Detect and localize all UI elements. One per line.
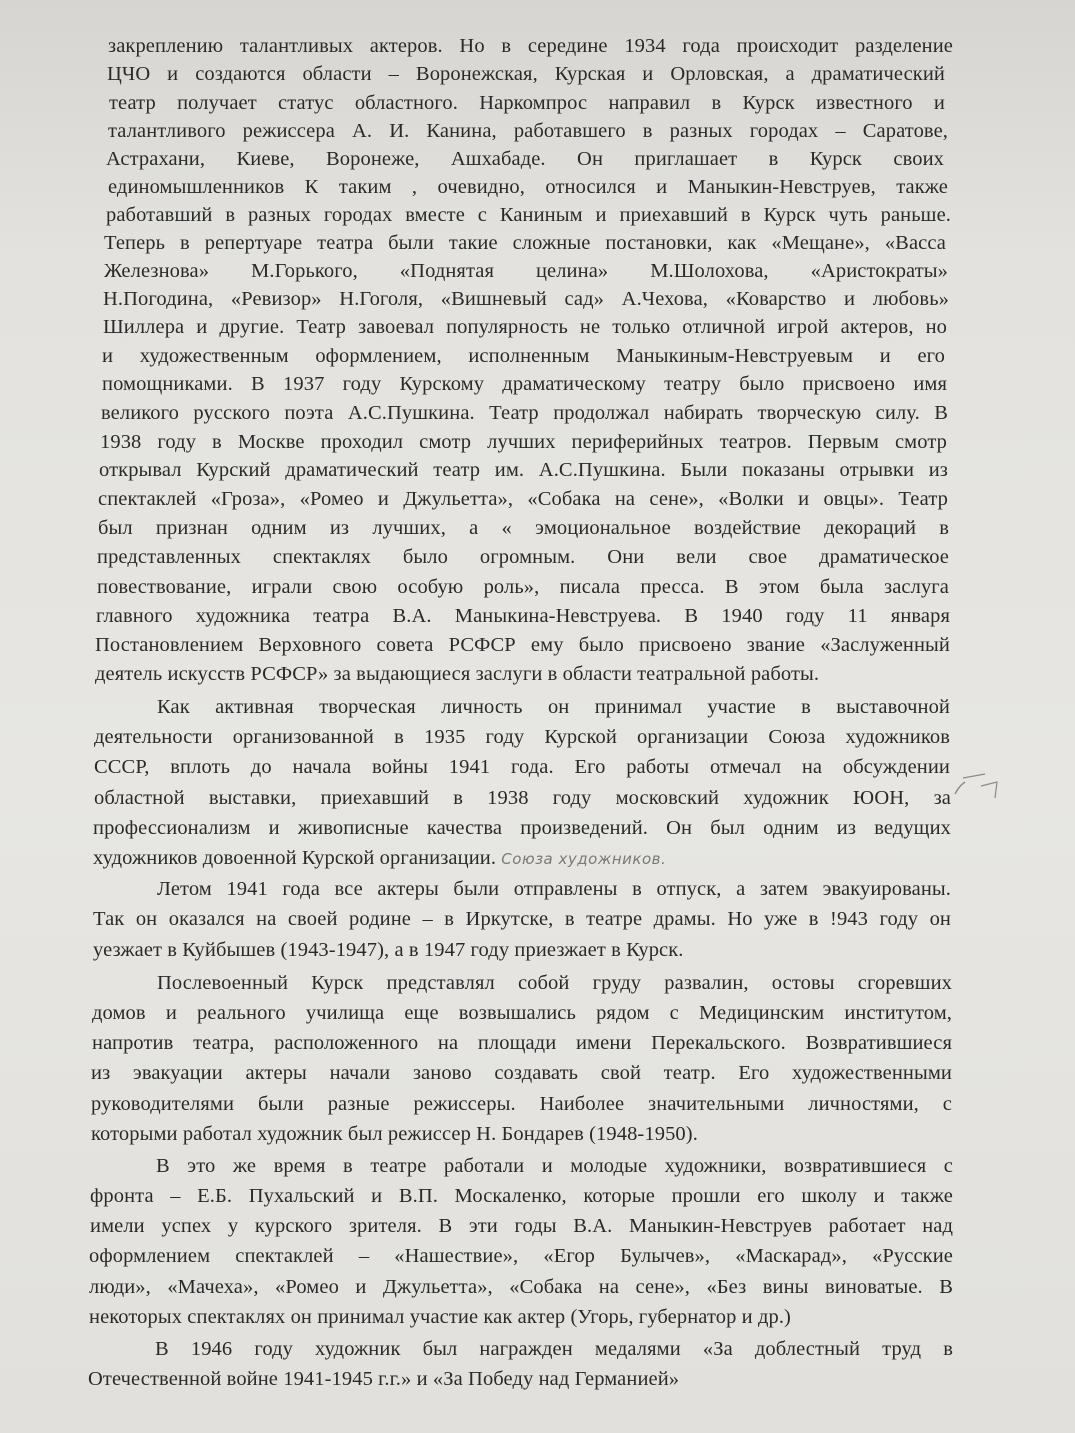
text-line: люди», «Мачеха», «Ромео и Джульетта», «Собака на сене», «Без вины виноватые. В: [89, 1276, 953, 1298]
text-line: которыми работал художник был режиссер Н. Бондарев (1948-1950).: [91, 1123, 698, 1145]
pencil-correction-mark: [945, 768, 1005, 808]
text-line: уезжает в Куйбышев (1943-1947), а в 1947 году приезжает в Курск.: [93, 939, 684, 961]
text-line: единомышленников К таким , очевидно, относился и Маныкин-Невструев, также: [108, 176, 948, 198]
text-line: Так он оказался на своей родине – в Иркутске, в театре драмы. Но уже в !943 году он: [93, 908, 951, 930]
text-line: Отечественной войне 1941-1945 г.г.» и «За Победу над Германией»: [88, 1368, 680, 1390]
text-line: 1938 году в Москве проходил смотр лучших периферийных театров. Первым смотр: [100, 431, 947, 453]
text-line: оформлением спектаклей – «Нашествие», «Егор Булычев», «Маскарад», «Русские: [89, 1245, 953, 1267]
text-line: деятельности организованной в 1935 году Курской организации Союза художников: [94, 726, 950, 748]
text-line: Теперь в репертуаре театра были такие сложные постановки, как «Мещане», «Васса: [104, 232, 946, 254]
text-line: фронта – Е.Б. Пухальский и В.П. Москаленко, которые прошли его школу и также: [90, 1185, 953, 1207]
text-line: закреплению талантливых актеров. Но в середине 1934 года происходит разделение: [108, 35, 953, 57]
text-line: имели успех у курского зрителя. В эти годы В.А. Маныкин-Невструев работает над: [90, 1215, 953, 1237]
text-line: ЦЧО и создаются области – Воронежская, Курская и Орловская, а драматический: [107, 63, 945, 85]
text-line: некоторых спектаклях он принимал участие как актер (Угорь, губернатор и др.): [89, 1306, 791, 1328]
text-line: Астрахани, Киеве, Воронеже, Ашхабаде. Он приглашает в Курск своих: [106, 148, 944, 170]
text-line: из эвакуации актеры начали заново создавать свой театр. Его художественными: [91, 1062, 952, 1084]
text-line: повествование, играли свою особую роль», писала пресса. В этом была заслуга: [97, 576, 949, 598]
text-line: профессионализм и живописные качества произведений. Он был одним из ведущих: [93, 817, 951, 839]
text-line: Постановлением Верховного совета РСФСР ему было присвоено звание «Заслуженный: [95, 634, 950, 656]
text-line-content: художников довоенной Курской организации.: [93, 847, 497, 869]
paragraph-first-line: В это же время в театре работали и молодые художники, возвратившиеся с: [156, 1155, 953, 1177]
paragraph-first-line: Послевоенный Курск представлял собой груду развалин, остовы сгоревших: [157, 972, 952, 994]
text-line: театр получает статус областного. Наркомпрос направил в Курск известного и: [109, 92, 945, 114]
text-line: СССР, вплоть до начала войны 1941 года. Его работы отмечал на обсуждении: [94, 756, 950, 778]
paragraph-first-line: Как активная творческая личность он принимал участие в выставочной: [157, 696, 950, 718]
text-line: помощниками. В 1937 году Курскому драматическому театру было присвоено имя: [102, 373, 947, 395]
text-line: областной выставки, приехавший в 1938 году московский художник ЮОН, за: [94, 787, 951, 809]
text-line: был признан одним из лучших, а « эмоциональное воздействие декораций в: [98, 517, 949, 539]
paragraph-first-line: Летом 1941 года все актеры были отправлены в отпуск, а затем эвакуированы.: [157, 878, 951, 900]
text-line: напротив театра, расположенного на площади имени Перекальского. Возвратившиеся: [92, 1032, 952, 1054]
text-line: открывал Курский драматический театр им. А.С.Пушкина. Были показаны отрывки из: [99, 459, 948, 481]
text-line: талантливого режиссера А. И. Канина, работавшего в разных городах – Саратове,: [108, 120, 948, 142]
text-line: [93, 845, 951, 872]
text-line: спектаклей «Гроза», «Ромео и Джульетта», «Собака на сене», «Волки и овцы». Театр: [98, 488, 948, 510]
text-line: руководителями были разные режиссеры. Наиболее значительными личностями, с: [91, 1093, 952, 1115]
text-line: работавший в разных городах вместе с Каниным и приехавший в Курск чуть раньше.: [106, 204, 951, 226]
text-line: Железнова» М.Горького, «Поднятая целина» М.Шолохова, «Аристократы»: [104, 260, 948, 282]
text-line: Н.Погодина, «Ревизор» Н.Гоголя, «Вишневый сад» А.Чехова, «Коварство и любовь»: [103, 288, 949, 310]
text-line: Шиллера и другие. Театр завоевал популярность не только отличной игрой актеров, но: [103, 316, 947, 338]
paragraph-first-line: В 1946 году художник был награжден медалями «За доблестный труд в: [155, 1338, 953, 1360]
text-line: домов и реального училища еще возвышались рядом с Медицинским институтом,: [92, 1002, 952, 1024]
text-line: и художественным оформлением, исполненным Маныкиным-Невструевым и его: [102, 345, 945, 367]
text-line: представленных спектаклях было огромным. Они вели свое драматическое: [97, 546, 949, 568]
text-line: деятель искусств РСФСР» за выдающиеся заслуги в области театральной работы.: [95, 663, 820, 685]
text-line: великого русского поэта А.С.Пушкина. Театр продолжал набирать творческую силу. В: [101, 402, 948, 424]
text-line: главного художника театра В.А. Маныкина-Невструева. В 1940 году 11 января: [96, 605, 950, 627]
handwritten-note: Союза художников.: [501, 850, 667, 868]
